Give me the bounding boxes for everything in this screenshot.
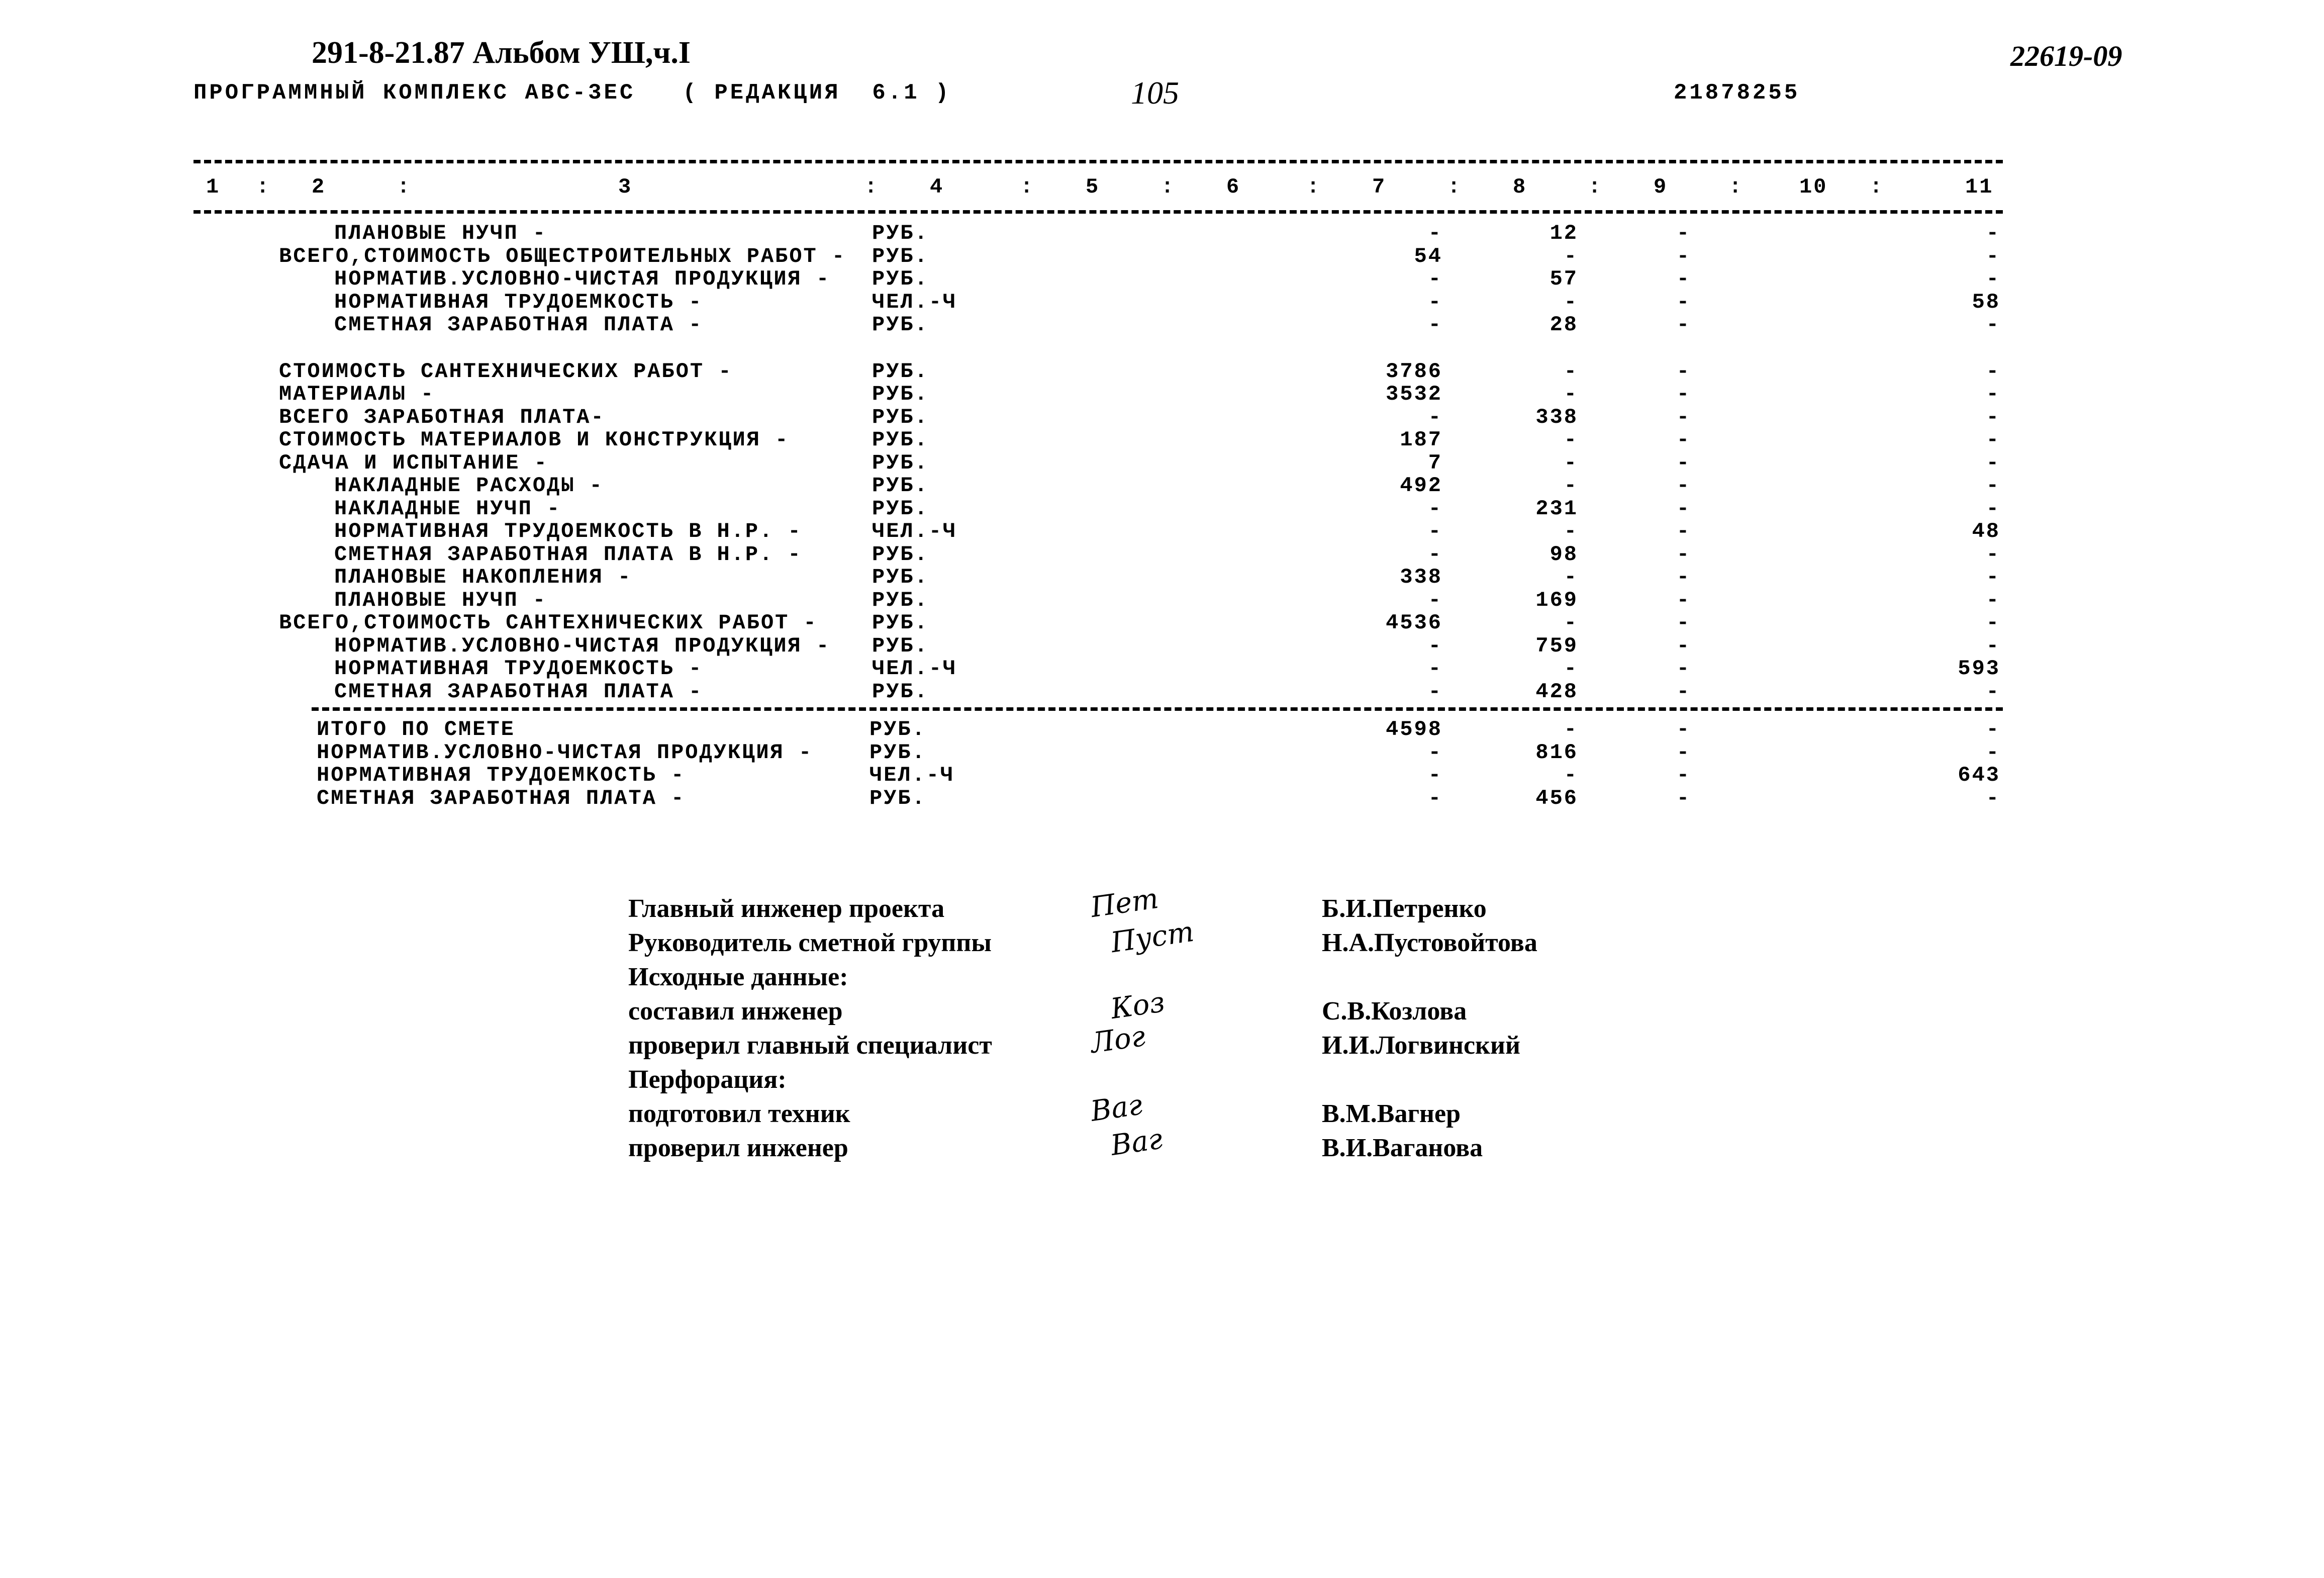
row-value-col11: -: [1986, 474, 2000, 498]
handwritten-signature: Пет: [1089, 882, 1160, 924]
row-value-col8: 759: [1535, 633, 1578, 658]
total-value-col7: 4598: [1386, 717, 1442, 741]
column-header-9: 9: [1654, 175, 1668, 199]
column-header-3: 3: [618, 175, 633, 199]
row-value-col7: -: [1428, 588, 1442, 612]
signatory-name: С.В.Козлова: [1322, 997, 1467, 1026]
row-value-col7: -: [1428, 221, 1442, 245]
total-row-unit: РУБ.: [869, 717, 926, 741]
row-unit: РУБ.: [872, 450, 929, 475]
row-value-col9: -: [1676, 382, 1691, 406]
row-unit: РУБ.: [872, 359, 929, 384]
row-value-col11: -: [1986, 450, 2000, 475]
signatory-name: В.М.Вагнер: [1322, 1099, 1461, 1128]
archive-number: 22619-09: [2010, 40, 2122, 72]
row-value-col8: -: [1564, 519, 1578, 543]
total-row-unit: РУБ.: [869, 740, 926, 765]
row-value-col11: -: [1986, 611, 2000, 635]
row-unit: РУБ.: [872, 588, 929, 612]
total-value-col7: -: [1428, 786, 1442, 810]
row-label: СТОИМОСТЬ МАТЕРИАЛОВ И КОНСТРУКЦИЯ -: [279, 428, 790, 452]
total-value-col9: -: [1676, 763, 1691, 787]
total-value-col7: -: [1428, 740, 1442, 765]
row-label: СМЕТНАЯ ЗАРАБОТНАЯ ПЛАТА В Н.Р. -: [334, 542, 802, 567]
signature-role: подготовил техник: [628, 1099, 850, 1128]
row-label: МАТЕРИАЛЫ -: [279, 382, 435, 406]
row-value-col8: -: [1564, 450, 1578, 475]
row-value-col7: 338: [1400, 565, 1442, 589]
handwritten-signature: Ваг: [1088, 1088, 1144, 1128]
signature-role: Перфорация:: [628, 1065, 787, 1094]
column-header-4: 4: [930, 175, 944, 199]
total-value-col8: 456: [1535, 786, 1578, 810]
column-separator: :: [1307, 175, 1321, 199]
total-value-col11: -: [1986, 717, 2000, 741]
total-value-col11: -: [1986, 740, 2000, 765]
signatory-name: Н.А.Пустовойтова: [1322, 929, 1537, 957]
handwritten-signature: Ваг: [1108, 1123, 1165, 1162]
total-row-unit: ЧЕЛ.-Ч: [869, 763, 955, 787]
row-unit: РУБ.: [872, 267, 929, 291]
row-value-col8: 169: [1535, 588, 1578, 612]
row-label: НАКЛАДНЫЕ НУЧП -: [334, 496, 561, 521]
total-value-col11: 643: [1958, 763, 2000, 787]
row-value-col8: 338: [1535, 405, 1578, 429]
row-unit: ЧЕЛ.-Ч: [872, 657, 957, 681]
row-value-col9: -: [1676, 405, 1691, 429]
row-unit: РУБ.: [872, 428, 929, 452]
row-value-col8: -: [1564, 657, 1578, 681]
total-value-col11: -: [1986, 786, 2000, 810]
row-value-col11: -: [1986, 496, 2000, 521]
row-value-col8: -: [1564, 290, 1578, 314]
page-number: 105: [1131, 75, 1179, 111]
row-value-col8: 231: [1535, 496, 1578, 521]
row-value-col9: -: [1676, 359, 1691, 384]
row-label: НОРМАТИВНАЯ ТРУДОЕМКОСТЬ В Н.Р. -: [334, 519, 802, 543]
handwritten-signature: Лог: [1089, 1019, 1147, 1060]
row-label: ПЛАНОВЫЕ НУЧП -: [334, 221, 547, 245]
row-value-col7: -: [1428, 267, 1442, 291]
row-value-col9: -: [1676, 474, 1691, 498]
row-unit: РУБ.: [872, 405, 929, 429]
row-value-col7: -: [1428, 405, 1442, 429]
column-separator: :: [1020, 175, 1035, 199]
row-value-col11: -: [1986, 633, 2000, 658]
signature-role: Исходные данные:: [628, 963, 848, 991]
row-unit: РУБ.: [872, 565, 929, 589]
row-unit: РУБ.: [872, 633, 929, 658]
row-value-col7: -: [1428, 313, 1442, 337]
album-title: 291-8-21.87 Альбом УШ,ч.I: [312, 36, 691, 70]
row-unit: ЧЕЛ.-Ч: [872, 290, 957, 314]
row-label: СМЕТНАЯ ЗАРАБОТНАЯ ПЛАТА -: [334, 313, 703, 337]
row-value-col7: -: [1428, 290, 1442, 314]
row-value-col9: -: [1676, 496, 1691, 521]
column-header-5: 5: [1086, 175, 1100, 199]
row-unit: РУБ.: [872, 611, 929, 635]
total-row-label: НОРМАТИВНАЯ ТРУДОЕМКОСТЬ -: [317, 763, 686, 787]
total-row-label: ИТОГО ПО СМЕТЕ: [317, 717, 515, 741]
column-header-8: 8: [1513, 175, 1527, 199]
row-value-col8: -: [1564, 428, 1578, 452]
table-header-rule: [193, 210, 2003, 214]
row-value-col8: -: [1564, 359, 1578, 384]
row-value-col7: 3532: [1386, 382, 1442, 406]
row-value-col7: 3786: [1386, 359, 1442, 384]
row-unit: РУБ.: [872, 244, 929, 268]
row-unit: РУБ.: [872, 542, 929, 567]
row-value-col9: -: [1676, 428, 1691, 452]
total-value-col7: -: [1428, 763, 1442, 787]
row-value-col11: -: [1986, 221, 2000, 245]
total-value-col8: -: [1564, 717, 1578, 741]
row-value-col11: -: [1986, 382, 2000, 406]
column-header-1: 1: [206, 175, 221, 199]
row-value-col11: -: [1986, 313, 2000, 337]
row-value-col11: -: [1986, 359, 2000, 384]
row-value-col11: 48: [1972, 519, 2000, 543]
row-value-col8: 428: [1535, 679, 1578, 704]
row-value-col8: -: [1564, 244, 1578, 268]
column-separator: :: [397, 175, 412, 199]
column-separator: :: [256, 175, 271, 199]
column-header-11: 11: [1965, 175, 1994, 199]
row-label: СТОИМОСТЬ САНТЕХНИЧЕСКИХ РАБОТ -: [279, 359, 733, 384]
row-value-col11: -: [1986, 565, 2000, 589]
program-line: ПРОГРАММНЫЙ КОМПЛЕКС АВС-3ЕС ( РЕДАКЦИЯ 6.1 ): [193, 80, 951, 106]
row-value-col7: 492: [1400, 474, 1442, 498]
row-label: ВСЕГО ЗАРАБОТНАЯ ПЛАТА-: [279, 405, 605, 429]
table-top-rule: [193, 160, 2003, 163]
row-value-col9: -: [1676, 542, 1691, 567]
row-value-col11: -: [1986, 405, 2000, 429]
column-separator: :: [1870, 175, 1884, 199]
row-value-col8: -: [1564, 565, 1578, 589]
row-value-col7: -: [1428, 542, 1442, 567]
signatory-name: И.И.Логвинский: [1322, 1031, 1520, 1060]
row-value-col8: 28: [1550, 313, 1578, 337]
total-row-unit: РУБ.: [869, 786, 926, 810]
row-value-col9: -: [1676, 633, 1691, 658]
row-value-col8: 57: [1550, 267, 1578, 291]
row-value-col11: -: [1986, 428, 2000, 452]
row-unit: РУБ.: [872, 313, 929, 337]
total-value-col9: -: [1676, 740, 1691, 765]
row-value-col9: -: [1676, 290, 1691, 314]
row-label: НОРМАТИВ.УСЛОВНО-ЧИСТАЯ ПРОДУКЦИЯ -: [334, 267, 831, 291]
row-unit: РУБ.: [872, 474, 929, 498]
row-label: СМЕТНАЯ ЗАРАБОТНАЯ ПЛАТА -: [334, 679, 703, 704]
row-value-col7: -: [1428, 657, 1442, 681]
row-label: НОРМАТИВНАЯ ТРУДОЕМКОСТЬ -: [334, 657, 703, 681]
row-value-col11: 58: [1972, 290, 2000, 314]
row-value-col8: -: [1564, 382, 1578, 406]
row-value-col9: -: [1676, 244, 1691, 268]
row-value-col11: -: [1986, 588, 2000, 612]
row-value-col8: -: [1564, 611, 1578, 635]
row-label: СДАЧА И ИСПЫТАНИЕ -: [279, 450, 548, 475]
signatory-name: В.И.Ваганова: [1322, 1134, 1483, 1162]
row-value-col9: -: [1676, 450, 1691, 475]
total-value-col9: -: [1676, 786, 1691, 810]
row-unit: РУБ.: [872, 496, 929, 521]
handwritten-signature: Коз: [1109, 985, 1167, 1026]
total-value-col8: -: [1564, 763, 1578, 787]
row-value-col8: 98: [1550, 542, 1578, 567]
row-value-col11: -: [1986, 679, 2000, 704]
column-separator: :: [864, 175, 879, 199]
row-label: ВСЕГО,СТОИМОСТЬ ОБЩЕСТРОИТЕЛЬНЫХ РАБОТ -: [279, 244, 846, 268]
column-header-2: 2: [312, 175, 326, 199]
row-value-col11: 593: [1958, 657, 2000, 681]
total-row-label: НОРМАТИВ.УСЛОВНО-ЧИСТАЯ ПРОДУКЦИЯ -: [317, 740, 813, 765]
column-separator: :: [1729, 175, 1744, 199]
row-value-col9: -: [1676, 267, 1691, 291]
row-value-col8: 12: [1550, 221, 1578, 245]
row-value-col11: -: [1986, 244, 2000, 268]
row-label: НАКЛАДНЫЕ РАСХОДЫ -: [334, 474, 604, 498]
total-row-label: СМЕТНАЯ ЗАРАБОТНАЯ ПЛАТА -: [317, 786, 686, 810]
signature-role: составил инженер: [628, 997, 843, 1026]
row-value-col7: -: [1428, 519, 1442, 543]
column-header-6: 6: [1226, 175, 1241, 199]
row-unit: РУБ.: [872, 679, 929, 704]
row-value-col9: -: [1676, 313, 1691, 337]
row-label: ПЛАНОВЫЕ НУЧП -: [334, 588, 547, 612]
row-value-col7: -: [1428, 496, 1442, 521]
row-value-col9: -: [1676, 588, 1691, 612]
row-value-col9: -: [1676, 611, 1691, 635]
column-header-10: 10: [1799, 175, 1828, 199]
row-value-col7: -: [1428, 633, 1442, 658]
row-value-col9: -: [1676, 221, 1691, 245]
row-value-col11: -: [1986, 267, 2000, 291]
row-value-col9: -: [1676, 565, 1691, 589]
totals-rule: [312, 707, 2003, 711]
signature-role: проверил главный специалист: [628, 1031, 992, 1060]
row-label: ВСЕГО,СТОИМОСТЬ САНТЕХНИЧЕСКИХ РАБОТ -: [279, 611, 818, 635]
column-header-7: 7: [1372, 175, 1387, 199]
signatory-name: Б.И.Петренко: [1322, 894, 1487, 923]
row-value-col7: 187: [1400, 428, 1442, 452]
row-label: ПЛАНОВЫЕ НАКОПЛЕНИЯ -: [334, 565, 632, 589]
row-value-col7: 7: [1428, 450, 1442, 475]
column-separator: :: [1161, 175, 1176, 199]
row-unit: ЧЕЛ.-Ч: [872, 519, 957, 543]
row-value-col7: -: [1428, 679, 1442, 704]
column-separator: :: [1588, 175, 1603, 199]
row-value-col9: -: [1676, 657, 1691, 681]
column-separator: :: [1447, 175, 1462, 199]
handwritten-signature: Пуст: [1109, 915, 1196, 960]
row-unit: РУБ.: [872, 382, 929, 406]
row-label: НОРМАТИВНАЯ ТРУДОЕМКОСТЬ -: [334, 290, 703, 314]
row-unit: РУБ.: [872, 221, 929, 245]
signature-role: Руководитель сметной группы: [628, 929, 992, 957]
row-value-col7: 4536: [1386, 611, 1442, 635]
row-value-col7: 54: [1414, 244, 1442, 268]
row-value-col8: -: [1564, 474, 1578, 498]
total-value-col8: 816: [1535, 740, 1578, 765]
row-value-col9: -: [1676, 519, 1691, 543]
row-value-col9: -: [1676, 679, 1691, 704]
row-label: НОРМАТИВ.УСЛОВНО-ЧИСТАЯ ПРОДУКЦИЯ -: [334, 633, 831, 658]
total-value-col9: -: [1676, 717, 1691, 741]
document-code: 21878255: [1674, 80, 1800, 106]
row-value-col11: -: [1986, 542, 2000, 567]
signature-role: Главный инженер проекта: [628, 894, 945, 923]
signature-role: проверил инженер: [628, 1134, 848, 1162]
